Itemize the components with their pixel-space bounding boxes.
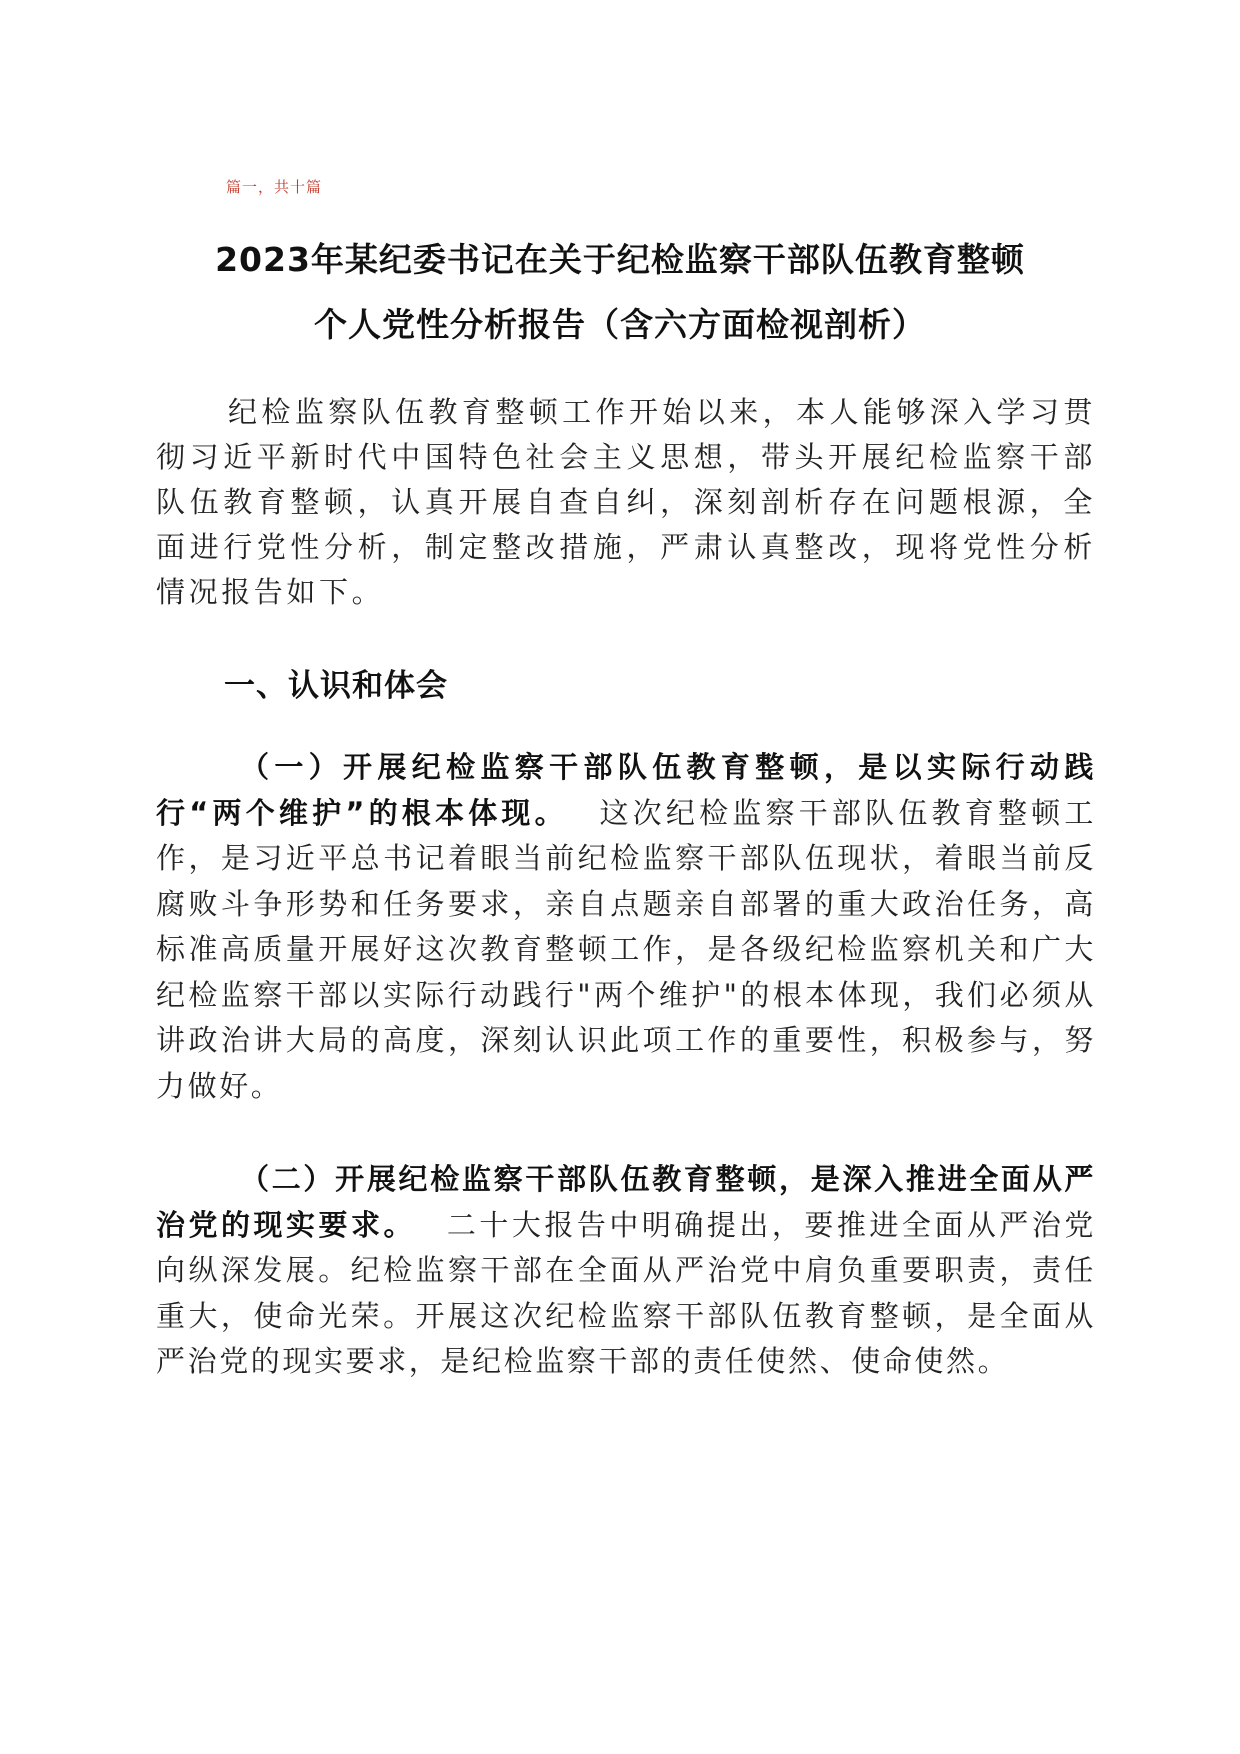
paragraph-lead: （二）开展纪检监察干部队伍教育整顿，是深入推进全面从严治党的现实要求。 — [156, 1162, 1096, 1242]
section-paragraph-2 — [156, 1157, 1096, 1385]
section-paragraph-1 — [156, 745, 1096, 1109]
paragraph-text: 二十大报告中明确提出，要推进全面从严治党向纵深发展。纪检监察干部在全面从严治党中肩负重要职责，责任重大，使命光荣。开展这次纪检监察干部队伍教育整顿，是全面从严治党的现实要求，是纪检监察干部的责任使然、使命使然。 — [156, 1207, 1096, 1378]
title-line-1: 2023年某纪委书记在关于纪检监察干部队伍教育整顿 — [215, 240, 1025, 279]
section-heading: 一、认识和体会 — [224, 668, 448, 704]
paragraph-text: 这次纪检监察干部队伍教育整顿工作，是习近平总书记着眼当前纪检监察干部队伍现状，着眼当前反腐败斗争形势和任务要求，亲自点题亲自部署的重大政治任务，高标准高质量开展好这次教育整顿工作，是各级纪检监察机关和广大纪检监察干部以实际行动践行"两个维护"的根本体现，我们必须从讲政治讲大局的高度，深刻认识此项工作的重要性，积极参与，努力做好。 — [156, 795, 1096, 1103]
page-label: 篇一，共十篇 — [226, 178, 323, 196]
paragraph-lead: （一）开展纪检监察干部队伍教育整顿，是以实际行动践行“两个维护”的根本体现。 — [156, 750, 1096, 830]
intro-paragraph: 纪检监察队伍教育整顿工作开始以来，本人能够深入学习贯彻习近平新时代中国特色社会主义思想，带头开展纪检监察干部队伍教育整顿，认真开展自查自纠，深刻剖析存在问题根源，全面进行党性分析，制定整改措施，严肃认真整改，现将党性分析情况报告如下。 — [156, 395, 1096, 609]
title-line-2: 个人党性分析报告（含六方面检视剖析） — [314, 305, 926, 344]
